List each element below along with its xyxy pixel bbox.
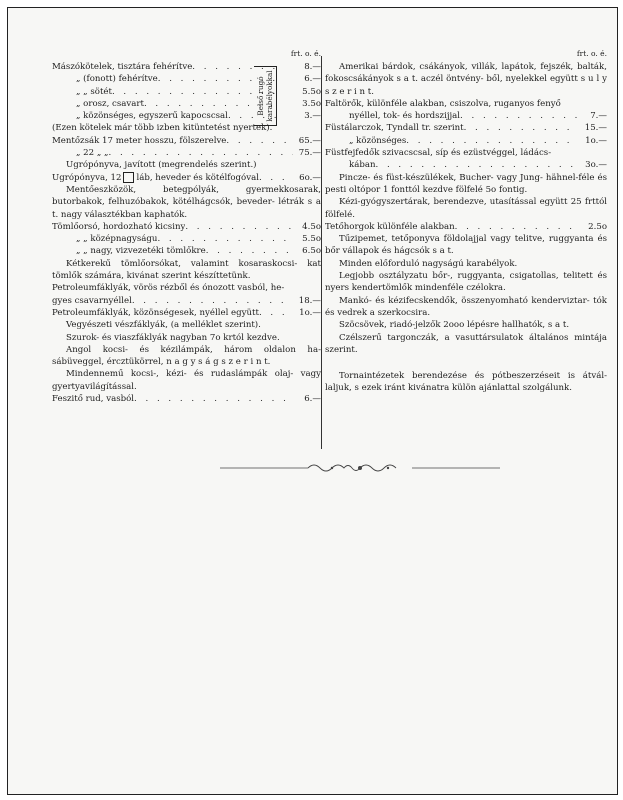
price-row: Mentőzsák 17 meter hosszu, fölszerelve . . . 65.— — [52, 135, 321, 147]
left-column — [52, 48, 321, 405]
line-text: Füstfejfedők szivacscsal, síp és ezüstvéggel, ládács- — [325, 148, 552, 159]
price-row: „ 22 „ „ . . . 75.— — [52, 147, 321, 159]
paragraph: Tornaintézetek berendezése és pótbeszerzéseit is átvál- laljuk, s ezek iránt kivánatra külön ajánlattal szolgálunk. — [325, 371, 607, 394]
column-divider — [321, 56, 322, 449]
price-row: Feszitő rud, vasból . . . 6.— — [52, 393, 321, 405]
paragraph: Angol kocsi- és kézilámpák, három oldalon ha- sábüveggel, ércztükörrel, n a g y s á g s z e r i n t. — [52, 344, 321, 368]
price-row: Ugrópónyva, 12 láb, heveder és kötélfogóval . . . 6o.— — [52, 172, 321, 184]
price-value: 5.5o — [302, 86, 321, 97]
price-row: Füstfejfedők szivacscsal, síp és ezüstvéggel, ládács- kában . . . 3o.— — [325, 147, 607, 172]
price-row: „ „ nagy, vizvezetéki tömlőkre . . . 6.5o — [52, 245, 321, 257]
price-row: „ (fonott) fehérítve . . . — [52, 73, 279, 85]
price-row: Petroleumfáklyák, közönségesek, nyéllel együtt . . . 1o.— — [52, 307, 321, 319]
line-text: Faltörők, különféle alakban, csiszolva, ruganyos fenyő — [325, 98, 561, 109]
rope-price-rows — [52, 61, 321, 122]
price-value: 3.— — [304, 111, 321, 122]
bracket-note-text: Belső rugó karabélyokkal — [256, 70, 274, 122]
price-row: Füstálarczok, Tyndall tr. szerint . . . 15.— — [325, 122, 607, 134]
price-row: „ közönséges . . . 1o.— — [325, 135, 607, 147]
paragraph: Kézi-gyógyszertárak, berendezve, utasítással együtt 25 frttól fölfelé. — [325, 197, 607, 220]
price-row: „ közönséges, egyszerű kapocscsal . . . — [52, 110, 279, 122]
paragraph: Mindennemű kocsi-, kézi- és rudaslámpák olaj- vagy gyertyavilágítással. — [52, 369, 321, 392]
paragraph: Mankó- és kézifecskendők, összenyomható kenderviztar- tók és vedrek a szerkocsira. — [325, 295, 607, 318]
page-frame — [7, 7, 618, 795]
price-value: 6.— — [304, 74, 321, 85]
price-value: 8.— — [304, 62, 321, 72]
paragraph: Kétkerekű tömlőorsókat, valamint kosaraskocsi- kat tömlők számára, kivánat szerint készíttetünk. — [52, 258, 321, 282]
paragraph: Vegyészeti vészfáklyák, (a melléklet szerint). — [66, 320, 261, 331]
paragraph: Pincze- és füst-készülékek, Bucher- vagy Jung- hähnel-féle és pesti oltópor 1 fonttól kezdve fölfelé 5o fontig. — [325, 172, 607, 195]
bracket-note — [254, 66, 277, 126]
price-value: 3.5o — [302, 98, 321, 109]
price-row: Tetőhorgok különféle alakban . . . 2.5o — [325, 221, 607, 233]
price-row: „ „ középnagyságu . . . 5.5o — [52, 233, 321, 245]
right-column — [325, 48, 607, 395]
paragraph: Legjobb osztályzatu bőr-, ruggyanta, csigatollas, telitett és nyers kendertömlők mindenféle czélokra. — [325, 271, 607, 294]
rope-prices — [293, 61, 321, 122]
paragraph: Tűzipemet, tetőponyva földolajjal vagy telitve, ruggyanta és bőr vállapok és hágcsók s a t. — [325, 234, 607, 257]
price-row: „ orosz, csavart . . . — [52, 98, 279, 110]
left-column-header: frt. o. é. — [290, 49, 321, 58]
price-row: Faltörők, különféle alakban, csiszolva, ruganyos fenyő nyéllel, tok- és hordszijjal . . . 7.— — [325, 98, 607, 123]
paragraph: Mentőeszközök, betegpólyák, gyermekkosarak, butorbakok, felhuzóbakok, kötélhágcsók, beveder- létrák s a t. nagy választékban kaphatók. — [52, 184, 321, 220]
price-row: „ „ sötét . . . — [52, 86, 279, 98]
note-text: (Ezen kötelek már több izben kitüntetést nyertek). — [52, 123, 273, 134]
paragraph: Amerikai bárdok, csákányok, villák, lapátok, fejszék, balták, fokoscsákányok s a t. aczél öntvény- ből, nyelekkel együtt s u l y s z e r i n t. — [325, 62, 607, 97]
paragraph: Czélszerű targonczák, a vasuttársulatok általános mintája szerint. — [325, 332, 607, 355]
price-row: Mászókötelek, tisztára fehérítve . . . — [52, 61, 279, 73]
line-text: Petroleumfáklyák, vörös rézből és ónozott vasból, he- — [52, 283, 285, 294]
right-column-header: frt. o. é. — [576, 49, 607, 58]
price-row: Petroleumfáklyák, vörös rézből és ónozott vasból, he- gyes csavarnyéllel . . . 18.— — [52, 282, 321, 307]
paragraph: Szurok- és viaszfáklyák nagyban 7o krtól kezdve. — [66, 332, 280, 343]
square-symbol — [123, 172, 134, 183]
paragraph: Ugrópónyva, javított (megrendelés szerint.) — [66, 160, 257, 171]
paragraph: Minden előforduló nagyságú karabélyok. — [339, 258, 518, 269]
paragraph: Szöcsövek, riadó-jelzők 2ooo lépésre hallhatók, s a t. — [339, 320, 570, 331]
price-row: Tömlőorsó, hordozható kicsiny . . . 4.5o — [52, 221, 321, 233]
decorative-ornament — [220, 462, 500, 474]
